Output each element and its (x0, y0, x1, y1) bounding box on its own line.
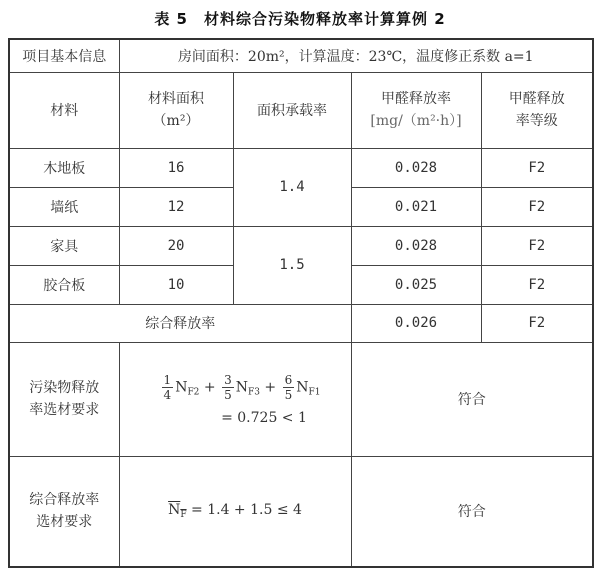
header-emission-unit: [mg/（m²·h）] (370, 113, 462, 129)
header-row (9, 72, 593, 148)
frac-3: $\frac{6}{5}$ (284, 372, 293, 402)
row-area: 20 (119, 226, 233, 265)
header-area (119, 72, 233, 148)
table-title: 表 5 材料综合污染物释放率计算算例 2 (154, 10, 446, 28)
row-material: 家具 (9, 226, 119, 265)
requirement-row-2 (9, 456, 593, 567)
frac-2: $\frac{3}{5}$ (224, 372, 232, 402)
basic-info-row (9, 39, 593, 72)
row-load-rate: 1.4 (233, 148, 351, 226)
requirement-row-1 (9, 342, 593, 456)
composite-row (9, 304, 593, 342)
req1-formula-expr: $\frac{1}{4}$ $N_{F2}$ + $\frac{3}{5}$ $N_{F3}$ + $\frac{6}{5}$ $N_{F1}$ (163, 372, 321, 402)
table-row (9, 148, 593, 187)
header-grade-line1: 甲醛释放 (508, 91, 565, 107)
req2-formula (119, 456, 351, 567)
req1-label (9, 342, 119, 456)
row-grade: F2 (481, 226, 593, 265)
row-area: 10 (119, 265, 233, 304)
row-material: 墙纸 (9, 187, 119, 226)
row-material: 木地板 (9, 148, 119, 187)
row-area: 12 (119, 187, 233, 226)
header-area-unit: （m²） (152, 113, 200, 129)
row-area: 16 (119, 148, 233, 187)
composite-emission: 0.026 (351, 304, 481, 342)
row-material: 胶合板 (9, 265, 119, 304)
header-grade (481, 72, 593, 148)
req2-label-line2: 选材要求 (36, 514, 93, 531)
basic-info-label: 项目基本信息 (9, 39, 119, 72)
composite-grade: F2 (481, 304, 593, 342)
req2-verdict: 符合 (351, 456, 593, 567)
composite-label: 综合释放率 (9, 304, 351, 342)
table-row (9, 226, 593, 265)
header-material: 材料 (9, 72, 119, 148)
row-emission: 0.028 (351, 148, 481, 187)
row-emission: 0.025 (351, 265, 481, 304)
header-grade-line2: 率等级 (515, 113, 558, 129)
req1-label-line1: 污染物释放 (29, 380, 100, 396)
req1-label-line2: 率选材要求 (29, 402, 100, 418)
row-emission: 0.028 (351, 226, 481, 265)
req1-verdict: 符合 (351, 342, 593, 456)
req2-expr: = 1.4 + 1.5 ≤ 4 (191, 502, 302, 519)
req1-formula (119, 342, 351, 456)
req2-label (9, 456, 119, 567)
row-grade: F2 (481, 187, 593, 226)
header-emission-label: 甲醛释放率 (381, 91, 451, 107)
header-area-label: 材料面积 (148, 91, 204, 107)
req2-label-line1: 综合释放率 (29, 492, 100, 509)
header-load-rate: 面积承载率 (233, 72, 351, 148)
row-grade: F2 (481, 148, 593, 187)
header-emission (351, 72, 481, 148)
basic-info-value: 房间面积：20m²，计算温度：23℃，温度修正系数 a=1 (119, 39, 593, 72)
req2-nf: $N_F$ (168, 502, 187, 521)
req1-result: = 0.725 < 1 (221, 409, 307, 426)
row-emission: 0.021 (351, 187, 481, 226)
row-load-rate: 1.5 (233, 226, 351, 304)
frac-1: $\frac{1}{4}$ (163, 372, 172, 402)
row-grade: F2 (481, 265, 593, 304)
emission-table (8, 38, 594, 568)
